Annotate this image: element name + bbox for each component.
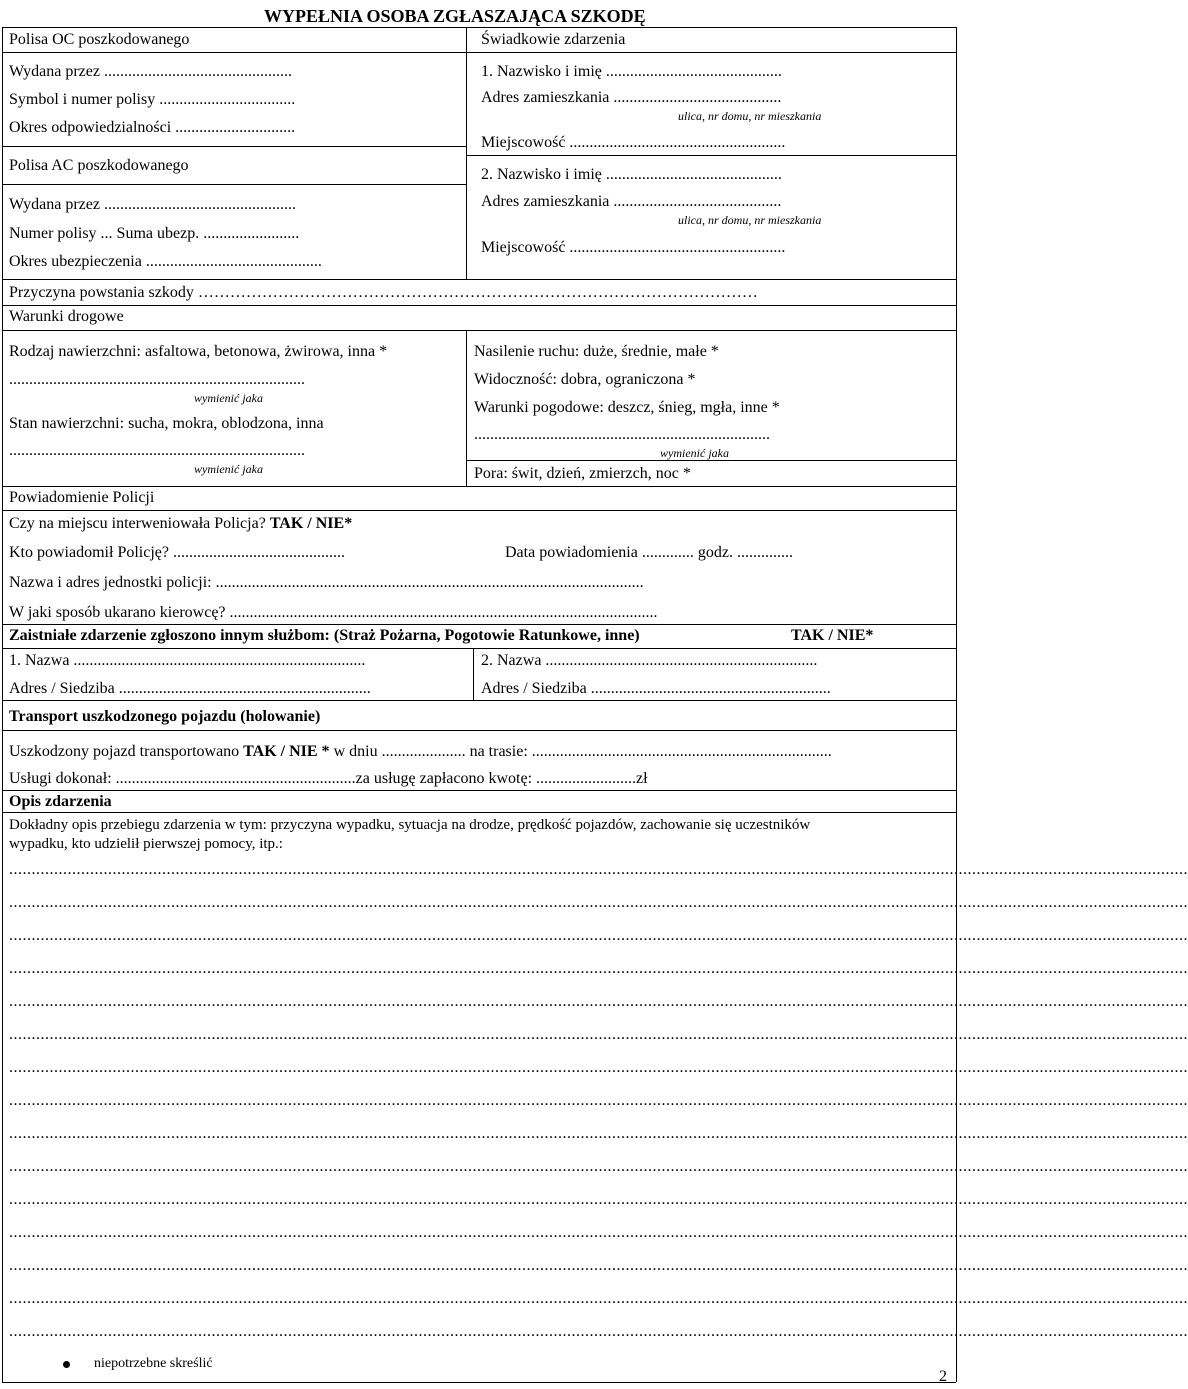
description-line[interactable]: ...................................................................................................................................................................................................................................................................... [9, 1323, 1188, 1340]
divider-vertical [466, 27, 467, 279]
frame-left [2, 27, 3, 1382]
description-line[interactable]: ...................................................................................................................................................................................................................................................................... [9, 1224, 1188, 1241]
divider [2, 486, 956, 487]
page-number: 2 [939, 1368, 947, 1385]
footnote: niepotrzebne skreślić [94, 1356, 213, 1371]
towing-label: Uszkodzony pojazd transportowano [9, 743, 240, 760]
frame-top [2, 27, 956, 28]
divider [466, 460, 956, 461]
divider [466, 155, 956, 156]
towing-service-field[interactable]: Usługi dokonał: ............................................................za usługę zapłacono kwotę: .........................zł [9, 770, 648, 787]
description-line[interactable]: ...................................................................................................................................................................................................................................................................... [9, 861, 1188, 878]
towing-date-route[interactable]: w dniu ..................... na trasie: ........................................................................... [333, 743, 832, 760]
service1-address-field[interactable]: Adres / Siedziba ............................................................... [9, 680, 371, 697]
divider [2, 305, 956, 306]
divider [2, 146, 466, 147]
divider [2, 510, 956, 511]
cause-field[interactable]: Przyczyna powstania szkody …………………………………………………………………………………………… [9, 284, 758, 301]
description-line[interactable]: ...................................................................................................................................................................................................................................................................... [9, 1158, 1188, 1175]
notify-date-field[interactable]: Data powiadomienia ............. godz. .............. [505, 544, 793, 561]
penalty-field[interactable]: W jaki sposób ukarano kierowcę? ........................................................................................................... [9, 604, 658, 621]
traffic-field[interactable]: Nasilenie ruchu: duże, średnie, małe * [474, 343, 719, 360]
witness2-city-field[interactable]: Miejscowość ...................................................... [481, 239, 786, 256]
surface-state-field[interactable]: Stan nawierzchni: sucha, mokra, oblodzona, inna [9, 415, 324, 432]
description-line[interactable]: ...................................................................................................................................................................................................................................................................... [9, 1191, 1188, 1208]
police-intervened-label: Czy na miejscu interweniowała Policja? [9, 515, 266, 532]
police-unit-field[interactable]: Nazwa i adres jednostki policji: ........................................................................................................... [9, 574, 644, 591]
oc-issued-by-field[interactable]: Wydana przez ............................................... [9, 63, 292, 80]
police-intervened-choice[interactable]: TAK / NIE* [269, 515, 353, 532]
weather-line[interactable]: .......................................................................... [474, 426, 770, 443]
specify-hint: wymienić jaka [660, 446, 729, 460]
description-line[interactable]: ...................................................................................................................................................................................................................................................................... [9, 993, 1188, 1010]
visibility-field[interactable]: Widoczność: dobra, ograniczona * [474, 371, 696, 388]
oc-symbol-field[interactable]: Symbol i numer polisy .................................. [9, 91, 296, 108]
surface-state-line[interactable]: .......................................................................... [9, 442, 305, 459]
witness2-name-field[interactable]: 2. Nazwisko i imię ............................................ [481, 166, 782, 183]
police-intervened-field[interactable] [9, 514, 352, 534]
weather-field[interactable]: Warunki pogodowe: deszcz, śnieg, mgła, inne * [474, 399, 780, 416]
witness1-address-field[interactable]: Adres zamieszkania .......................................... [481, 89, 782, 106]
frame-right [956, 27, 957, 1382]
frame-bottom [2, 1382, 956, 1383]
witness2-address-field[interactable]: Adres zamieszkania .......................................... [481, 193, 782, 210]
description-line[interactable]: ...................................................................................................................................................................................................................................................................... [9, 1092, 1188, 1109]
page-title: WYPEŁNIA OSOBA ZGŁASZAJĄCA SZKODĘ [264, 6, 646, 26]
services-choice[interactable]: TAK / NIE* [791, 627, 874, 644]
divider [2, 52, 956, 53]
divider [2, 730, 956, 731]
divider [2, 330, 956, 331]
description-line[interactable]: ...................................................................................................................................................................................................................................................................... [9, 1290, 1188, 1307]
divider [2, 648, 956, 649]
towing-transported-field[interactable] [9, 742, 832, 762]
description-line[interactable]: ...................................................................................................................................................................................................................................................................... [9, 1059, 1188, 1076]
bullet-icon [63, 1361, 70, 1368]
witness1-city-field[interactable]: Miejscowość ...................................................... [481, 134, 786, 151]
divider-vertical [466, 330, 467, 486]
who-notified-field[interactable]: Kto powiadomił Policję? ........................................... [9, 544, 345, 561]
oc-heading: Polisa OC poszkodowanego [9, 31, 190, 48]
divider [2, 624, 956, 625]
divider [2, 184, 466, 185]
witnesses-heading: Świadkowie zdarzenia [481, 31, 626, 48]
ac-issued-by-field[interactable]: Wydana przez ................................................ [9, 196, 296, 213]
description-line[interactable]: ...................................................................................................................................................................................................................................................................... [9, 1257, 1188, 1274]
description-line[interactable]: ...................................................................................................................................................................................................................................................................... [9, 927, 1188, 944]
police-heading: Powiadomienie Policji [9, 489, 155, 506]
service2-address-field[interactable]: Adres / Siedziba ............................................................ [481, 680, 831, 697]
towing-heading: Transport uszkodzonego pojazdu (holowanie) [9, 708, 321, 725]
witness1-name-field[interactable]: 1. Nazwisko i imię ............................................ [481, 63, 782, 80]
description-line[interactable]: ...................................................................................................................................................................................................................................................................... [9, 960, 1188, 977]
description-instructions-2: wypadku, kto udzielił pierwszej pomocy, itp.: [9, 836, 283, 852]
witness2-address-hint: ulica, nr domu, nr mieszkania [678, 213, 822, 227]
ac-policy-field[interactable]: Numer polisy ... Suma ubezp. ........................ [9, 225, 300, 242]
divider [2, 812, 956, 813]
divider [2, 790, 956, 791]
divider-vertical [473, 648, 474, 700]
oc-period-field[interactable]: Okres odpowiedzialności .............................. [9, 119, 296, 136]
towing-choice[interactable]: TAK / NIE * [243, 743, 330, 760]
time-of-day-field[interactable]: Pora: świt, dzień, zmierzch, noc * [474, 465, 691, 482]
ac-heading: Polisa AC poszkodowanego [9, 157, 189, 174]
service1-name-field[interactable]: 1. Nazwa ......................................................................... [9, 652, 366, 669]
surface-type-field[interactable]: Rodzaj nawierzchni: asfaltowa, betonowa, żwirowa, inna * [9, 343, 388, 360]
road-heading: Warunki drogowe [9, 308, 124, 325]
witness1-address-hint: ulica, nr domu, nr mieszkania [678, 109, 822, 123]
surface-type-line[interactable]: .......................................................................... [9, 371, 305, 388]
description-heading: Opis zdarzenia [9, 793, 112, 810]
divider [2, 700, 956, 701]
specify-hint: wymienić jaka [194, 391, 263, 405]
description-instructions: Dokładny opis przebiegu zdarzenia w tym: przyczyna wypadku, sytuacja na drodze, prędkość pojazdów, zachowanie się uczestników [9, 817, 811, 833]
services-heading: Zaistniałe zdarzenie zgłoszono innym służbom: (Straż Pożarna, Pogotowie Ratunkowe, inne) [9, 627, 640, 644]
specify-hint: wymienić jaka [194, 462, 263, 476]
description-line[interactable]: ...................................................................................................................................................................................................................................................................... [9, 894, 1188, 911]
divider [2, 279, 956, 280]
ac-period-field[interactable]: Okres ubezpieczenia ............................................ [9, 253, 322, 270]
description-line[interactable]: ...................................................................................................................................................................................................................................................................... [9, 1125, 1188, 1142]
service2-name-field[interactable]: 2. Nazwa .................................................................... [481, 652, 818, 669]
description-line[interactable]: ...................................................................................................................................................................................................................................................................... [9, 1026, 1188, 1043]
